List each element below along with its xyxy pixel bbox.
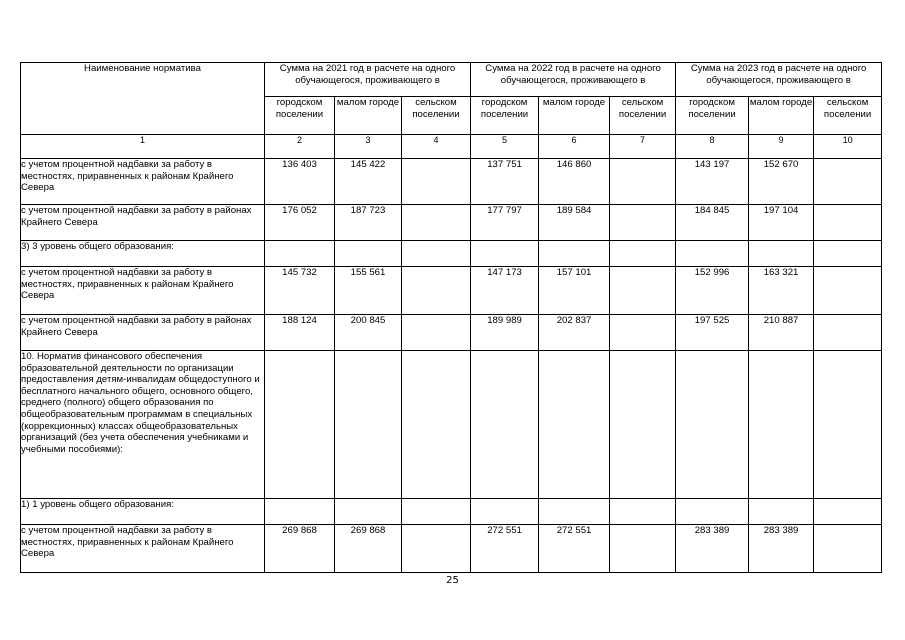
cell-value — [676, 499, 749, 525]
cell-value: 187 723 — [335, 205, 402, 241]
row-label: с учетом процентной надбавки за работу в местностях, приравненных к районам Крайнего Севера — [21, 267, 265, 315]
cell-value — [749, 241, 814, 267]
cell-value — [539, 241, 610, 267]
cell-value — [402, 159, 471, 205]
header-rural: сельском поселении — [402, 97, 471, 135]
cell-value: 152 670 — [749, 159, 814, 205]
cell-value — [610, 267, 676, 315]
cell-value: 146 860 — [539, 159, 610, 205]
row-label: 1) 1 уровень общего образования: — [21, 499, 265, 525]
cell-value: 197 104 — [749, 205, 814, 241]
header-year-2021: Сумма на 2021 год в расчете на одного обучающегося, проживающего в — [265, 63, 471, 97]
header-small-town: малом городе — [539, 97, 610, 135]
column-number: 7 — [610, 135, 676, 159]
table-row — [21, 315, 882, 351]
cell-value: 143 197 — [676, 159, 749, 205]
cell-value — [814, 525, 882, 573]
cell-value — [402, 499, 471, 525]
cell-value — [539, 499, 610, 525]
cell-value: 189 584 — [539, 205, 610, 241]
cell-value: 152 996 — [676, 267, 749, 315]
column-number: 8 — [676, 135, 749, 159]
header-urban: городском поселении — [265, 97, 335, 135]
cell-value — [402, 351, 471, 499]
header-row-years — [21, 63, 882, 97]
cell-value: 269 868 — [265, 525, 335, 573]
cell-value — [471, 499, 539, 525]
table-row — [21, 351, 882, 499]
row-label: с учетом процентной надбавки за работу в местностях, приравненных к районам Крайнего Севера — [21, 525, 265, 573]
row-label: с учетом процентной надбавки за работу в местностях, приравненных к районам Крайнего Севера — [21, 159, 265, 205]
normatives-table — [20, 62, 882, 573]
cell-value — [610, 351, 676, 499]
header-rural: сельском поселении — [814, 97, 882, 135]
cell-value: 157 101 — [539, 267, 610, 315]
header-name-col: Наименование норматива — [21, 63, 265, 135]
cell-value — [610, 315, 676, 351]
cell-value: 188 124 — [265, 315, 335, 351]
column-number: 10 — [814, 135, 882, 159]
header-small-town: малом городе — [335, 97, 402, 135]
cell-value — [265, 351, 335, 499]
cell-value: 176 052 — [265, 205, 335, 241]
cell-value: 177 797 — [471, 205, 539, 241]
cell-value — [814, 351, 882, 499]
row-label: с учетом процентной надбавки за работу в районах Крайнего Севера — [21, 315, 265, 351]
column-number-row — [21, 135, 882, 159]
cell-value: 272 551 — [539, 525, 610, 573]
column-number: 6 — [539, 135, 610, 159]
cell-value — [749, 499, 814, 525]
cell-value — [335, 241, 402, 267]
cell-value — [335, 351, 402, 499]
cell-value — [402, 525, 471, 573]
cell-value — [610, 525, 676, 573]
cell-value: 202 837 — [539, 315, 610, 351]
cell-value — [814, 267, 882, 315]
cell-value: 269 868 — [335, 525, 402, 573]
cell-value: 189 989 — [471, 315, 539, 351]
cell-value — [610, 159, 676, 205]
page-number: 25 — [446, 575, 459, 586]
cell-value — [676, 241, 749, 267]
cell-value — [610, 241, 676, 267]
cell-value — [402, 241, 471, 267]
cell-value: 197 525 — [676, 315, 749, 351]
table-row — [21, 205, 882, 241]
cell-value — [610, 499, 676, 525]
header-urban: городском поселении — [471, 97, 539, 135]
column-number: 1 — [21, 135, 265, 159]
row-label: с учетом процентной надбавки за работу в районах Крайнего Севера — [21, 205, 265, 241]
cell-value: 184 845 — [676, 205, 749, 241]
cell-value — [814, 159, 882, 205]
cell-value: 200 845 — [335, 315, 402, 351]
row-label: 10. Норматив финансового обеспечения образовательной деятельности по организации предоставления детям-инвалидам общедоступного и бесплатного начального общего, основного общего, среднего (полного) общего образования по общеобразовательным программам в специальных (коррекционных) классах общеобразовательных организаций (без учета обеспечения учебниками и учебными пособиями): — [21, 351, 265, 499]
cell-value: 145 422 — [335, 159, 402, 205]
table-row — [21, 241, 882, 267]
cell-value: 155 561 — [335, 267, 402, 315]
cell-value — [676, 351, 749, 499]
cell-value: 210 887 — [749, 315, 814, 351]
cell-value: 283 389 — [676, 525, 749, 573]
cell-value — [814, 205, 882, 241]
cell-value — [814, 241, 882, 267]
cell-value: 283 389 — [749, 525, 814, 573]
cell-value: 137 751 — [471, 159, 539, 205]
cell-value — [814, 499, 882, 525]
cell-value — [402, 267, 471, 315]
column-number: 5 — [471, 135, 539, 159]
row-label: 3) 3 уровень общего образования: — [21, 241, 265, 267]
cell-value — [471, 351, 539, 499]
header-year-2023: Сумма на 2023 год в расчете на одного обучающегося, проживающего в — [676, 63, 882, 97]
cell-value: 145 732 — [265, 267, 335, 315]
cell-value — [335, 499, 402, 525]
table-row — [21, 525, 882, 573]
header-year-2022: Сумма на 2022 год в расчете на одного обучающегося, проживающего в — [471, 63, 676, 97]
cell-value — [539, 351, 610, 499]
column-number: 3 — [335, 135, 402, 159]
cell-value — [265, 499, 335, 525]
header-small-town: малом городе — [749, 97, 814, 135]
cell-value — [402, 315, 471, 351]
cell-value: 272 551 — [471, 525, 539, 573]
cell-value: 136 403 — [265, 159, 335, 205]
header-urban: городском поселении — [676, 97, 749, 135]
table-row — [21, 499, 882, 525]
cell-value: 163 321 — [749, 267, 814, 315]
cell-value — [471, 241, 539, 267]
column-number: 9 — [749, 135, 814, 159]
table-row — [21, 267, 882, 315]
column-number: 4 — [402, 135, 471, 159]
cell-value — [749, 351, 814, 499]
cell-value — [265, 241, 335, 267]
cell-value — [402, 205, 471, 241]
column-number: 2 — [265, 135, 335, 159]
header-rural: сельском поселении — [610, 97, 676, 135]
cell-value — [610, 205, 676, 241]
table-row — [21, 159, 882, 205]
cell-value: 147 173 — [471, 267, 539, 315]
cell-value — [814, 315, 882, 351]
